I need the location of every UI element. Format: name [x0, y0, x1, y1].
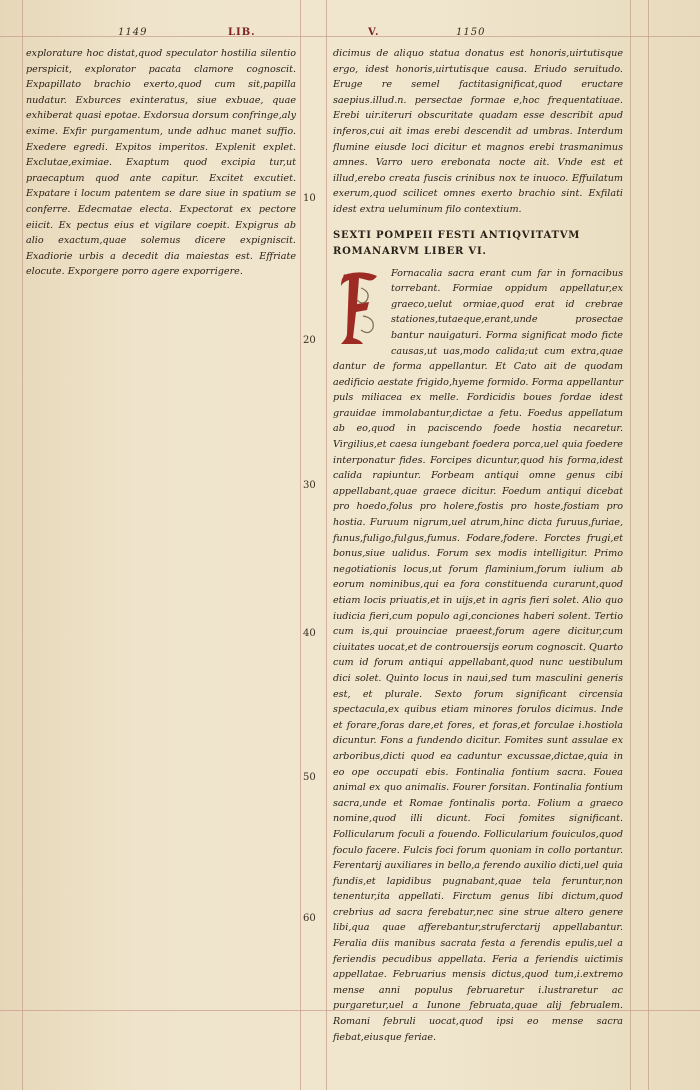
- left-column-paragraph: explorature hoc distat,quod speculator hostilia silentio perspicit, explorator pacata clamore cognoscit. Expapillato brachio exerto,quod cum sit,papilla nudatur. Exburces exinteratus, siue exbuae, quae exhiberat quasi epotae. Exdorsua dorsum confringe,aly exime. Exfir purgamentum, unde adhuc manet suffio. Exedere egredi. Expitos imperitos. Explenit explet. Exclutae,eximiae. Exaptum quod excipia tur,ut praecaptum quod ante capitur. Excitet excutiet. Expatare i locum patentem se dare siue in spatium se conferre. Edecmatae electa. Expectorat ex pectore eiicit. Ex pectus eius et vigilare coepit. Expigrus ab alio exactum,quae solemus dicere expigniscit. Exadiorie urbis a decedit dia maiestas est. Effriate elocute. Exporgere porro agere exporrigere.: [26, 48, 296, 278]
- line-number: 60: [303, 913, 316, 924]
- line-number: 40: [303, 628, 316, 639]
- line-number: 30: [303, 480, 316, 491]
- running-head-left-label: LIB.: [228, 27, 256, 38]
- ruling-line: [630, 0, 631, 1090]
- ruling-line: [300, 0, 301, 1090]
- line-number: 20: [303, 335, 316, 346]
- line-number: 10: [303, 193, 316, 204]
- left-text-column: [26, 46, 296, 1006]
- right-text-column: [333, 46, 624, 1043]
- ruling-line: [326, 0, 327, 1090]
- book-title: SEXTI POMPEII FESTI ANTIQVITATVM ROMANARVM LIBER VI.: [333, 229, 581, 257]
- running-head-right-label: V.: [368, 27, 380, 38]
- ruling-line: [648, 0, 649, 1090]
- ruling-line: [0, 36, 700, 37]
- line-number: 50: [303, 772, 316, 783]
- running-head-left-number: 1149: [118, 27, 148, 38]
- right-column-intro: dicimus de aliquo statua donatus est honoris,uirtutisque ergo, idest honoris,uirtutisque causa. Eriudo seruitudo. Eruge re semel factitasignificat,quod eructare saepius.illud.n. persectae formae e,hoc frequentatiuae. Erebi uir.iteruri obscuritate quadam esse describit apud inferos,cui ait imas erebi descendit ad umbras. Interdum flumine eiusde loci dicitur et magnos erebi trasmanimus amnes. Varro uero erebonata nocte ait. Vnde est et illud,erebo creata fuscis crinibus nox te inuoco. Effuilatum exerum,quod scilicet omnes exerto brachio sint. Exfilati idest extra ueluminum filo contextium.: [333, 48, 623, 215]
- running-head-right-number: 1150: [456, 27, 486, 38]
- decorated-initial-letter: [333, 268, 385, 348]
- right-column-body: Fornacalia sacra erant cum far in fornacibus torrebant. Formiae oppidum appellatur,ex graeco,uelut ormiae,quod erat id crebrae stationes,tutaeque,erant,unde prosectae bantur nauigaturi. Forma significat modo ficte causas,ut uas,modo calida;ut cum extra,quae dantur de forma appellantur. Et Cato ait de quodam aedificio aestate frigido,hyeme formido. Forma appellantur puls miliacea ex melle. Fordicidis boues fordae idest grauidae immolabantur,dictae a fetu. Foedus appellatum ab eo,quod in paciscendo foede hostia necaretur. Virgilius,et caesa iungebant foedera porca,uel quia foedere interponatur fides. Forcipes dicuntur,quod his forma,idest calida rapiuntur. Forbeam antiqui omne genus cibi appellabant,quae graece dicitur. Foedum antiqui dicebat pro hoedo,folus pro holere,fostis pro hoste,fostiam pro hostia. Furuum nigrum,uel atrum,hinc dicta furuus,furiae, funus,fuligo,fulgus,fumus. Fodare,fodere. Forctes frugi,et bonus,siue ualidus. Forum sex modis intelligitur. Primo negotiationis locus,ut forum flaminium,forum iulium ab eorum nominibus,qui ea fora constituenda curarunt,quod etiam locis priuatis,et in uijs,et in agris fieri solet. Alio quo iudicia fieri,cum populo agi,conciones haberi solent. Tertio cum is,qui prouinciae praeest,forum agere dicitur,cum ciuitates uocat,et de controuersijs eorum cognoscit. Quarto cum id forum antiqui appellabant,quod nunc uestibulum dici solet. Quinto locus in naui,sed tum masculini generis est, et plurale. Sexto forum significant circensia spectacula,ex quibus etiam minores forulos dicimus. Inde et forare,foras dare,et fores, et foras,et forculae i.hostiola dicuntur. Fons a fundendo dicitur. Fomites sunt assulae ex arboribus,dicti quod ea caduntur excussae,dictae,quia in eo ope occupati ebis. Fontinalia fontium sacra. Fouea animal ex quo animalis. Fourer forsitan. Fontinalia fontium sacra,unde et Romae fontinalis porta. Folium a graeco nomine,quod illi dicunt. Foci fomites significant. Follicularum foculi a fouendo. Follicularium fouiculos,quod foculo facere. Fulcis foci forum quoniam in collo portantur. Ferentarij auxiliares in bello,a ferendo auxilio dicti,uel quia fundis,et lapidibus pugnabant,quae tela feruntur,non tenentur,ita appellati. Firctum genus libi dictum,quod crebrius ad sacra ferebatur,nec sine strue altero genere libi,qua quae afferebantur,struferctarij appellabantur. Feralia diis manibus sacrata festa a ferendis epulis,uel a feriendis pecudibus appellata. Feria a feriendis uictimis appellatae. Februarius mensis dictus,quod tum,i.extremo mense anni populus februaretur i.lustraretur ac purgaretur,uel a Iunone februata,quae alij februalem. Romani februli uocat,quod ipsi eo mense sacra fiebat,eiusque feriae.: [333, 267, 624, 1043]
- ruling-line: [22, 0, 23, 1090]
